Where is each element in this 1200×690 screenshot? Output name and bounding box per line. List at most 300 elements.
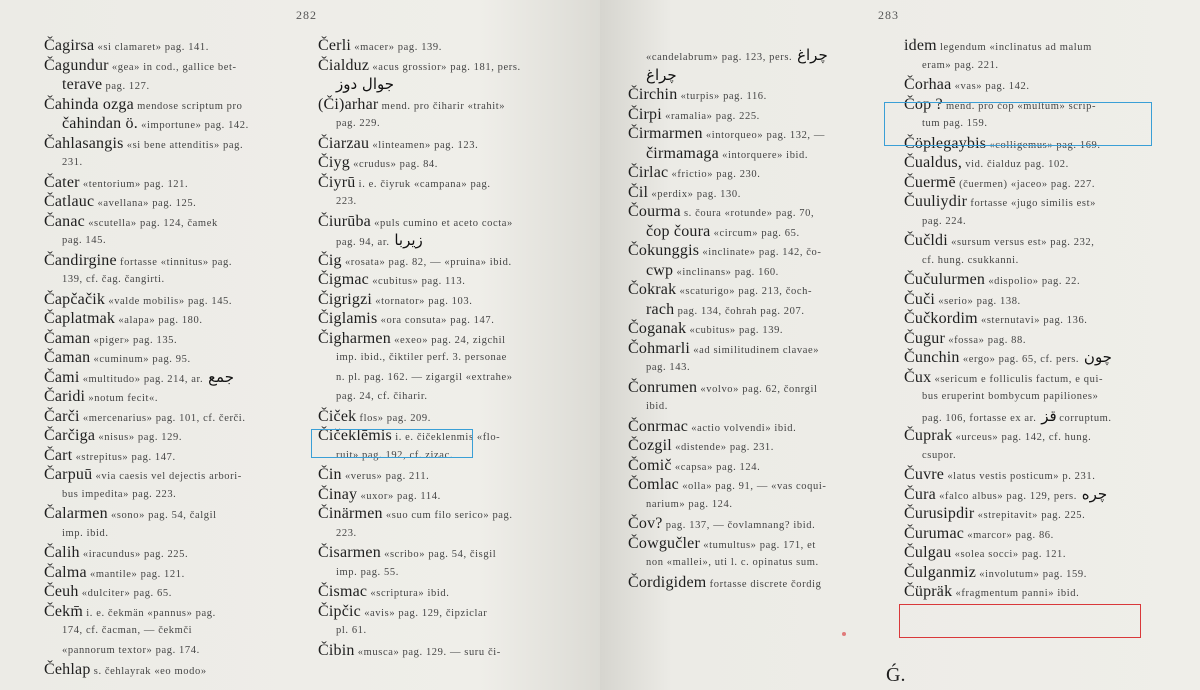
arabic-script: چراغ: [792, 46, 828, 64]
dictionary-line: [44, 504, 306, 524]
headword: Čaman: [44, 329, 91, 347]
gloss: pag. 134, čohrah pag. 207.: [674, 305, 805, 317]
gloss: «involutum» pag. 159.: [976, 568, 1087, 580]
headword: Čiyg: [318, 154, 350, 171]
left-column-2: [318, 36, 586, 660]
dictionary-line: [318, 504, 586, 524]
dictionary-line: [44, 602, 306, 622]
dictionary-line: [318, 251, 586, 271]
dictionary-line: [628, 378, 890, 398]
headword: Čaman: [44, 349, 91, 366]
gloss: «perdix» pag. 130.: [648, 188, 741, 200]
dictionary-line: [318, 134, 586, 154]
gloss: «cuminum» pag. 95.: [90, 354, 191, 365]
dictionary-line: [44, 387, 306, 407]
headword: Čalma: [44, 563, 87, 581]
gloss: «sursum versus est» pag. 232,: [947, 237, 1095, 248]
gloss: pag. 24, cf. čiharir.: [336, 391, 428, 402]
headword: Čulganmiz: [904, 563, 977, 581]
headword: Čunchin: [904, 349, 960, 366]
dictionary-line: [318, 56, 586, 76]
dictionary-line: [44, 173, 306, 193]
headword: Čoganak: [628, 320, 687, 337]
dictionary-line: [318, 114, 586, 134]
headword: Čisarmen: [318, 544, 381, 561]
headword: Čiarzau: [318, 134, 370, 152]
gloss: vid. čialduz pag. 102.: [962, 159, 1069, 170]
gloss: s. čehlayrak «eo modo»: [90, 666, 207, 677]
gloss-tail: corruptum.: [1056, 412, 1112, 424]
dictionary-line: [44, 192, 306, 212]
gloss: i. e. čiyruk «campana» pag.: [355, 178, 491, 190]
gloss: «ergo» pag. 65, cf. pers.: [959, 354, 1080, 365]
gloss: non «mallei», uti l. c. opinatus sum.: [646, 557, 819, 568]
dictionary-line: [628, 66, 890, 86]
gloss: «si clamaret» pag. 141.: [94, 42, 209, 53]
dictionary-line: [318, 173, 586, 193]
dictionary-line: [318, 270, 586, 290]
gloss: «frictio» pag. 230.: [668, 169, 761, 180]
dictionary-line: [318, 582, 586, 602]
headword: Čialduz: [318, 56, 370, 74]
dictionary-line: [904, 251, 1176, 271]
gloss: fortasse «tinnitus» pag.: [116, 256, 233, 268]
dictionary-line: [318, 153, 586, 173]
dictionary-line: [904, 407, 1176, 427]
dictionary-line: [44, 153, 306, 173]
dictionary-line: [44, 660, 306, 680]
gloss: «verus» pag. 211.: [341, 471, 430, 482]
dictionary-line: [44, 251, 306, 271]
headword: Čuprak: [904, 427, 953, 444]
dictionary-line: [318, 290, 586, 310]
headword: Čigmac: [318, 271, 369, 288]
dictionary-line: [628, 124, 890, 144]
gloss: fortasse discrete čordig: [706, 578, 822, 590]
gloss: «valde mobilis» pag. 145.: [105, 295, 233, 307]
dictionary-line: [628, 417, 890, 437]
gloss: «dispolio» pag. 22.: [985, 276, 1081, 287]
gloss: pl. 61.: [336, 625, 367, 636]
gloss: pag. 106, fortasse ex ar.: [922, 412, 1037, 424]
gloss: «tumultus» pag. 171, et: [700, 539, 816, 551]
gloss: «pannorum textor» pag. 174.: [62, 644, 200, 656]
dictionary-line: [318, 621, 586, 641]
dictionary-line: [904, 36, 1176, 56]
headword: Čin: [318, 466, 342, 483]
gloss: «scribo» pag. 54, čisgil: [380, 549, 497, 560]
gloss: csupor.: [922, 449, 957, 461]
gloss: «via caesis vel dejectis arbori-: [92, 471, 242, 482]
dictionary-line: [44, 426, 306, 446]
headword: Čalarmen: [44, 505, 108, 522]
headword: Čov?: [628, 515, 663, 532]
gloss: «alapa» pag. 180.: [115, 315, 203, 326]
headword: Čehlap: [44, 661, 91, 678]
headword: Čirmarmen: [628, 125, 703, 142]
dictionary-line: [628, 280, 890, 300]
gloss: «puls cumino et aceto cocta»: [370, 217, 513, 229]
gloss: 174, cf. čacman, — čekmči: [62, 625, 193, 636]
gloss: «musca» pag. 129. — suru či-: [354, 646, 501, 658]
dictionary-line: [44, 36, 306, 56]
headword: Čiglamis: [318, 310, 378, 327]
headword: Čigharmen: [318, 329, 391, 347]
dictionary-line: [628, 495, 890, 515]
gloss: eram» pag. 221.: [922, 59, 999, 71]
headword: Čohmarli: [628, 339, 691, 357]
gloss: ruit» pag. 192, cf. zizac.: [336, 449, 454, 461]
headword: Čaridi: [44, 388, 86, 405]
dictionary-line: [628, 85, 890, 105]
headword: Čuermē: [904, 173, 956, 191]
headword: Čičeklēmis: [318, 427, 392, 444]
gloss: «rosata» pag. 82, — «pruina» ibid.: [341, 256, 512, 268]
gloss: «crudus» pag. 84.: [349, 159, 439, 170]
right-page: [600, 0, 1200, 690]
headword: Čöplegaybis: [904, 134, 987, 152]
gloss: «suo cum filo serico» pag.: [382, 510, 513, 521]
headword: Čarčiga: [44, 427, 96, 444]
headword: Čorhaa: [904, 76, 952, 93]
gloss: «fragmentum panni» ibid.: [952, 588, 1080, 599]
gloss: «scriptura» ibid.: [367, 588, 450, 599]
dictionary-line: [628, 436, 890, 456]
headword: Čahinda ozga: [44, 95, 134, 113]
headword: Čiurūba: [318, 212, 371, 230]
gloss: «iracundus» pag. 225.: [79, 549, 189, 560]
gloss: pag. 127.: [102, 81, 150, 92]
headword: Čandirgine: [44, 251, 117, 269]
dictionary-line: [628, 163, 890, 183]
dictionary-line: [44, 543, 306, 563]
dictionary-line: [904, 387, 1176, 407]
gloss: «marcor» pag. 86.: [964, 529, 1054, 541]
dictionary-line: [44, 641, 306, 661]
dictionary-line: [318, 231, 586, 251]
gloss: «strepitavit» pag. 225.: [974, 510, 1086, 521]
arabic-script: جمع: [203, 367, 234, 386]
dictionary-line: [904, 348, 1176, 368]
dictionary-line: [904, 192, 1176, 212]
dictionary-line: [318, 192, 586, 212]
headword: Čigrigzi: [318, 290, 373, 308]
dictionary-line: [44, 485, 306, 505]
dictionary-line: [44, 446, 306, 466]
dictionary-line: [904, 270, 1176, 290]
gloss: «ramalia» pag. 225.: [661, 110, 760, 122]
dictionary-line: [904, 231, 1176, 251]
gloss: imp. pag. 55.: [336, 566, 399, 578]
gloss: «si bene attenditis» pag.: [123, 139, 244, 151]
highlight-box-cicek: [311, 429, 473, 458]
gloss: «intorqueo» pag. 132, —: [702, 130, 825, 141]
dictionary-line: [904, 173, 1176, 193]
gloss: «multitudo» pag. 214, ar.: [79, 373, 204, 385]
dictionary-line: [628, 514, 890, 534]
gloss: «piger» pag. 135.: [90, 334, 178, 346]
gloss: imp. ibid., čiktiler perf. 3. personae: [336, 352, 507, 363]
dictionary-line: [628, 183, 890, 203]
gloss: «gea» in cod., gallice bet-: [108, 61, 237, 73]
headword: Čop ?: [904, 95, 943, 113]
dictionary-line: [628, 105, 890, 125]
dictionary-line: [904, 485, 1176, 505]
gloss: «linteamen» pag. 123.: [369, 139, 479, 151]
gloss: «mantile» pag. 121.: [86, 568, 185, 580]
dictionary-line: [628, 456, 890, 476]
dictionary-line: [628, 339, 890, 359]
stray-mark: [842, 632, 846, 636]
gloss: pag. 94, ar.: [336, 237, 390, 248]
gloss: «solea socci» pag. 121.: [951, 549, 1067, 560]
gloss: «cubitus» pag. 139.: [686, 325, 784, 336]
gloss: «uxor» pag. 114.: [357, 490, 441, 502]
dictionary-line: [904, 446, 1176, 466]
dictionary-line: [44, 134, 306, 154]
headword: Čurusipdir: [904, 505, 975, 522]
dictionary-line: [44, 270, 306, 290]
gloss: «scutella» pag. 124, čamek: [84, 217, 218, 229]
dictionary-line: [318, 641, 586, 661]
dictionary-line: [44, 290, 306, 310]
dictionary-line: [628, 144, 890, 164]
dictionary-line: [44, 231, 306, 251]
headword: terave: [62, 76, 103, 93]
gloss: «fossa» pag. 88.: [945, 334, 1027, 346]
headword: Čulgau: [904, 544, 952, 561]
headword: Čahlasangis: [44, 134, 124, 152]
gloss: fortasse «jugo similis est»: [967, 198, 1096, 209]
dictionary-line: [904, 543, 1176, 563]
dictionary-line: [44, 329, 306, 349]
gloss: tum pag. 159.: [922, 118, 988, 129]
dictionary-line: [904, 524, 1176, 544]
gloss: pag. 143.: [646, 362, 691, 373]
arabic-script: زيربا: [389, 231, 423, 249]
gloss: «tornator» pag. 103.: [372, 295, 473, 307]
gloss: pag. 224.: [922, 215, 967, 227]
dictionary-line: [628, 319, 890, 339]
dictionary-line: [628, 300, 890, 320]
headword: Čowgučler: [628, 534, 701, 552]
dictionary-line: [904, 153, 1176, 173]
dictionary-line: [44, 75, 306, 95]
gloss: legendum «inclinatus ad malum: [936, 42, 1092, 53]
gloss: 139, cf. čag. čangirti.: [62, 274, 165, 285]
gloss: pag. 137, — čovlamnang? ibid.: [662, 520, 816, 531]
gloss: narium» pag. 124.: [646, 498, 733, 510]
gloss: ibid.: [646, 401, 668, 412]
dictionary-line: [628, 553, 890, 573]
headword: Čil: [628, 183, 649, 201]
dictionary-line: [628, 534, 890, 554]
gloss: «volvo» pag. 62, čonrgil: [697, 383, 818, 395]
headword: Čiček: [318, 407, 357, 425]
dictionary-line: [628, 202, 890, 222]
gloss: «turpis» pag. 116.: [677, 91, 767, 102]
gloss: «distende» pag. 231.: [671, 442, 775, 453]
dictionary-line: [318, 543, 586, 563]
dictionary-line: [44, 407, 306, 427]
gloss: bus impedita» pag. 223.: [62, 488, 177, 500]
gloss: «olla» pag. 91, — «vas coqui-: [678, 481, 827, 492]
dictionary-line: [44, 465, 306, 485]
headword: Čomič: [628, 456, 672, 474]
dictionary-line: [318, 524, 586, 544]
dictionary-line: [44, 309, 306, 329]
gloss: mendose scriptum pro: [133, 100, 243, 112]
gloss: «avis» pag. 129, čipziclar: [360, 607, 488, 619]
headword: cwp: [646, 261, 674, 279]
dictionary-line: [44, 621, 306, 641]
arabic-script: چره: [1076, 484, 1108, 503]
headword: Čuči: [904, 290, 936, 308]
dictionary-line: [318, 75, 586, 95]
gloss: «vas» pag. 142.: [951, 81, 1030, 92]
dictionary-line: [628, 241, 890, 261]
headword: Čaplatmak: [44, 310, 116, 327]
headword: Čugur: [904, 329, 945, 347]
headword: Čater: [44, 173, 80, 191]
headword: Čux: [904, 368, 932, 386]
dictionary-line: [628, 358, 890, 378]
dictionary-line: [628, 222, 890, 242]
dictionary-line: [318, 602, 586, 622]
dictionary-line: [44, 524, 306, 544]
dictionary-line: [904, 309, 1176, 329]
gloss: «inclinans» pag. 160.: [673, 266, 779, 278]
gloss: pag. 229.: [336, 118, 381, 129]
gloss: «tentorium» pag. 121.: [79, 178, 189, 190]
headword: Čismac: [318, 583, 368, 600]
dictionary-line: [628, 46, 890, 66]
left-column-1: [44, 36, 306, 680]
dictionary-line: [44, 563, 306, 583]
arabic-script: چراغ: [646, 65, 677, 84]
page-number-left: 282: [296, 8, 317, 22]
gloss: «cubitus» pag. 113.: [368, 276, 466, 287]
headword: Čerli: [318, 37, 351, 54]
gloss: «serio» pag. 138.: [935, 295, 1021, 307]
arabic-script: جوال دوز: [336, 75, 395, 93]
arabic-script: قز: [1036, 406, 1057, 425]
headword: rach: [646, 300, 675, 318]
gloss: «avellana» pag. 125.: [94, 198, 197, 209]
headword: Čokunggis: [628, 242, 700, 259]
headword: Čirlac: [628, 164, 669, 181]
gloss: «sternutavi» pag. 136.: [977, 315, 1088, 326]
headword: Činärmen: [318, 505, 383, 522]
dictionary-line: [318, 485, 586, 505]
headword: Čanac: [44, 212, 85, 230]
headword: Čüpräk: [904, 583, 953, 600]
headword: Čura: [904, 485, 936, 503]
dictionary-line: [904, 329, 1176, 349]
gloss: i. e. čičeklenmis «flo-: [391, 432, 501, 443]
headword: Čart: [44, 446, 73, 464]
dictionary-line: [318, 348, 586, 368]
headword: Čig: [318, 251, 342, 269]
dictionary-line: [904, 504, 1176, 524]
gloss: «mercenarius» pag. 101, cf. čerči.: [79, 412, 246, 424]
gloss: «sono» pag. 54, čalgil: [107, 510, 217, 521]
gloss: «circum» pag. 65.: [710, 227, 800, 239]
right-column-1: [628, 46, 890, 592]
gloss: «falco albus» pag. 129, pers.: [935, 490, 1077, 502]
gloss: n. pl. pag. 162. — zigargil «extrahe»: [336, 371, 513, 383]
dictionary-line: [904, 56, 1176, 76]
headword: Čonrumen: [628, 378, 698, 396]
headword: Čualdus,: [904, 154, 963, 171]
headword: Čučldi: [904, 232, 948, 249]
gloss: «actio volvendi» ibid.: [688, 422, 797, 434]
gloss: «acus grossior» pag. 181, pers.: [369, 61, 521, 73]
dictionary-line: [904, 368, 1176, 388]
dictionary-line: [44, 348, 306, 368]
headword: Čozgil: [628, 437, 672, 454]
headword: Čalih: [44, 544, 80, 561]
headword: Čipčic: [318, 602, 361, 620]
headword: idem: [904, 37, 937, 54]
gloss: «strepitus» pag. 147.: [72, 451, 176, 463]
dictionary-line: [628, 261, 890, 281]
gloss: 223.: [336, 196, 357, 207]
dictionary-line: [904, 563, 1176, 583]
headword: Čeuh: [44, 583, 79, 600]
headword: Čibin: [318, 641, 355, 659]
highlight-box-cop: [884, 102, 1152, 146]
gloss: i. e. čekmän «pannus» pag.: [83, 607, 216, 619]
dictionary-line: [628, 475, 890, 495]
dictionary-line: [318, 465, 586, 485]
arabic-script: چون: [1079, 348, 1112, 366]
gloss: cf. hung. csukkanni.: [922, 254, 1019, 266]
gloss: «colligemus» pag. 169.: [986, 139, 1101, 151]
dictionary-line: [904, 582, 1176, 602]
dictionary-line: [318, 95, 586, 115]
headword: čirmamaga: [646, 144, 719, 162]
dictionary-line: [318, 563, 586, 583]
dictionary-line: [318, 368, 586, 388]
gloss: (čuermen) «jaceo» pag. 227.: [955, 178, 1096, 190]
headword: Čarči: [44, 407, 80, 425]
gloss: »notum fecit«.: [85, 393, 159, 404]
headword: Čučulurmen: [904, 271, 986, 288]
headword: (Či)arhar: [318, 95, 379, 113]
headword: Čapčačik: [44, 290, 106, 308]
headword: Čonrmac: [628, 417, 689, 435]
gloss: 231.: [62, 157, 83, 168]
headword: Čirchin: [628, 86, 678, 103]
dictionary-line: [628, 573, 890, 593]
highlight-box-cupräk: [899, 604, 1141, 638]
dictionary-line: [44, 212, 306, 232]
gloss: bus eruperint bombycum papiliones»: [922, 391, 1099, 402]
section-letter: Ǵ.: [886, 664, 906, 686]
dictionary-line: [318, 387, 586, 407]
dictionary-line: [904, 426, 1176, 446]
gloss: mend. pro čiharir «trahit»: [378, 100, 506, 112]
dictionary-line: [904, 290, 1176, 310]
gloss: «candelabrum» pag. 123, pers.: [646, 52, 793, 63]
headword: Čatlauc: [44, 193, 95, 210]
dictionary-line: [318, 212, 586, 232]
gloss: pag. 145.: [62, 235, 107, 246]
headword: Čagundur: [44, 56, 109, 74]
headword: Čekm̄: [44, 602, 84, 620]
gloss: «nisus» pag. 129.: [95, 432, 183, 443]
